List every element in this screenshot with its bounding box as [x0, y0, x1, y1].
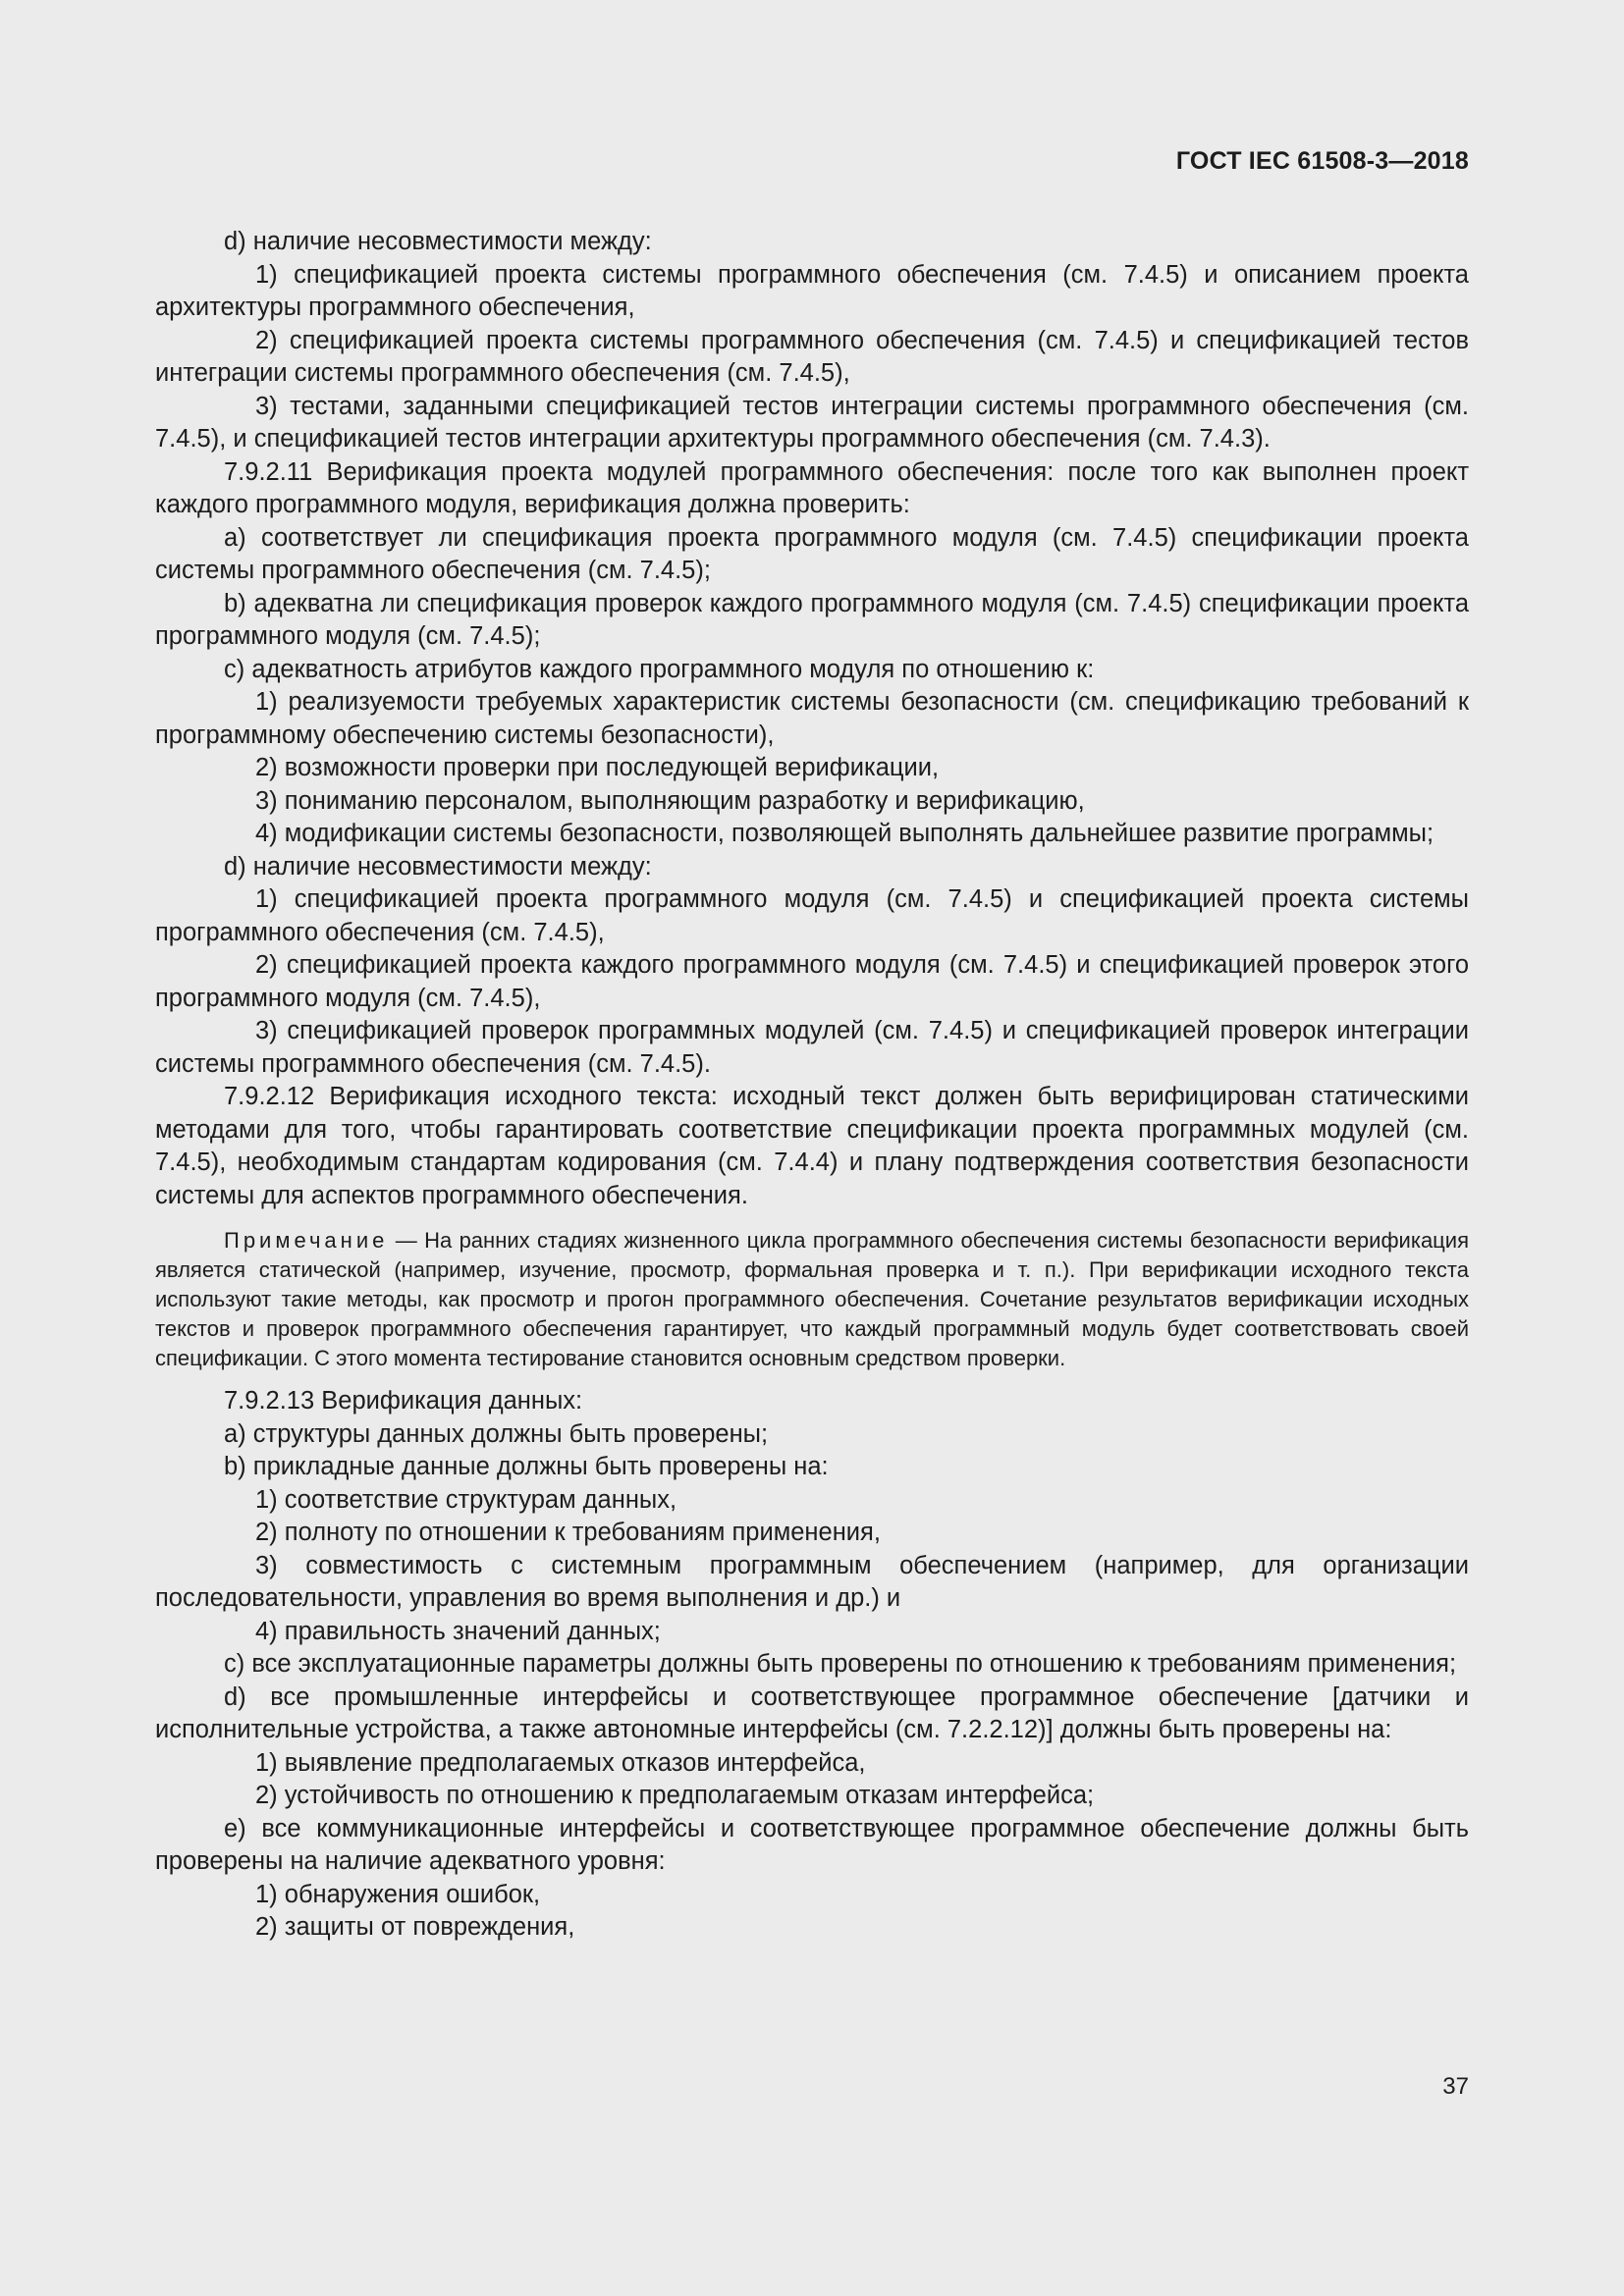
paragraph: 3) тестами, заданными спецификацией тестов интеграции системы программного обеспечения (см. 7.4.5), и спецификацией тестов интеграции архитектуры программного обеспечения (см. 7.4.3).	[155, 392, 1469, 453]
note-label: Примечание	[224, 1228, 389, 1253]
paragraph: d) все промышленные интерфейсы и соответствующее программное обеспечение [датчики и исполнительные устройства, а также автономные интерфейсы (см. 7.2.2.12)] должны быть проверены на:	[155, 1682, 1469, 1743]
paragraph: d) наличие несовместимости между:	[224, 852, 652, 881]
paragraph: d) наличие несовместимости между:	[224, 228, 652, 255]
document-header: ГОСТ IEC 61508-3—2018	[1175, 147, 1469, 175]
paragraph: 2) возможности проверки при последующей верификации,	[255, 754, 940, 781]
paragraph: e) все коммуникационные интерфейсы и соответствующее программное обеспечение должны быть проверены на наличие адекватного уровня:	[155, 1814, 1469, 1875]
paragraph: 2) полноту по отношении к требованиям применения,	[255, 1519, 881, 1546]
paragraph: b) прикладные данные должны быть проверены на:	[224, 1453, 829, 1480]
paragraph: 2) спецификацией проекта каждого программного модуля (см. 7.4.5) и спецификацией проверок этого программного модуля (см. 7.4.5),	[155, 951, 1469, 1012]
paragraph: 7.9.2.12 Верификация исходного текста: исходный текст должен быть верифицирован статическими методами для того, чтобы гарантировать соответствие спецификации проекта программных модулей (см. 7.4.5), необходимым стандартам кодирования (см. 7.4.4) и плану подтверждения соответствия безопасности системы для аспектов программного обеспечения.	[155, 1083, 1469, 1209]
paragraph: 4) правильность значений данных;	[255, 1617, 661, 1645]
paragraph: 2) устойчивость по отношению к предполагаемым отказам интерфейса;	[255, 1782, 1095, 1809]
page-number: 37	[1442, 2073, 1469, 2100]
paragraph: a) соответствует ли спецификация проекта программного модуля (см. 7.4.5) спецификации проекта системы программного обеспечения (см. 7.4.5);	[155, 523, 1469, 584]
paragraph: 7.9.2.11 Верификация проекта модулей программного обеспечения: после того как выполнен проект каждого программного модуля, верификация должна проверить:	[155, 457, 1469, 518]
paragraph: c) все эксплуатационные параметры должны быть проверены по отношению к требованиям применения;	[224, 1650, 1457, 1678]
paragraph: c) адекватность атрибутов каждого программного модуля по отношению к:	[224, 655, 1095, 683]
paragraph: 1) соответствие структурам данных,	[255, 1485, 677, 1514]
paragraph: 3) совместимость с системным программным обеспечением (например, для организации последовательности, управления во время выполнения и др.) и	[155, 1551, 1469, 1612]
note-text: — На ранних стадиях жизненного цикла программного обеспечения системы безопасности верификация является статической (например, изучение, просмотр, формальная проверка и т. п.). При верификации исходного текста используют такие методы, как просмотр и прогон программного обеспечения. Сочетание результатов верификации исходных текстов и проверок программного обеспечения гарантирует, что каждый программный модуль будет соответствовать своей спецификации. С этого момента тестирование становится основным средством проверки.	[155, 1228, 1469, 1370]
paragraph: 1) выявление предполагаемых отказов интерфейса,	[255, 1748, 866, 1777]
paragraph: 4) модификации системы безопасности, позволяющей выполнять дальнейшее развитие программы;	[255, 820, 1435, 847]
paragraph: a) структуры данных должны быть проверены;	[224, 1419, 769, 1448]
note-paragraph	[155, 1226, 1469, 1373]
paragraph: 1) реализуемости требуемых характеристик системы безопасности (см. спецификацию требований к программному обеспечению системы безопасности),	[155, 688, 1469, 749]
paragraph: 7.9.2.13 Верификация данных:	[224, 1387, 583, 1415]
paragraph: 2) защиты от повреждения,	[255, 1913, 575, 1941]
paragraph: 1) спецификацией проекта программного модуля (см. 7.4.5) и спецификацией проекта системы программного обеспечения (см. 7.4.5),	[155, 885, 1469, 946]
document-body	[155, 226, 1469, 1945]
paragraph: 2) спецификацией проекта системы программного обеспечения (см. 7.4.5) и спецификацией тестов интеграции системы программного обеспечения (см. 7.4.5),	[155, 326, 1469, 387]
paragraph: 3) пониманию персоналом, выполняющим разработку и верификацию,	[255, 786, 1085, 815]
paragraph: 3) спецификацией проверок программных модулей (см. 7.4.5) и спецификацией проверок интеграции системы программного обеспечения (см. 7.4.5).	[155, 1017, 1469, 1078]
paragraph: b) адекватна ли спецификация проверок каждого программного модуля (см. 7.4.5) спецификации проекта программного модуля (см. 7.4.5);	[155, 589, 1469, 650]
paragraph: 1) обнаружения ошибок,	[255, 1880, 541, 1908]
paragraph-block-1	[155, 226, 1469, 1212]
paragraph-block-2	[155, 1385, 1469, 1945]
paragraph: 1) спецификацией проекта системы программного обеспечения (см. 7.4.5) и описанием проекта архитектуры программного обеспечения,	[155, 260, 1469, 321]
